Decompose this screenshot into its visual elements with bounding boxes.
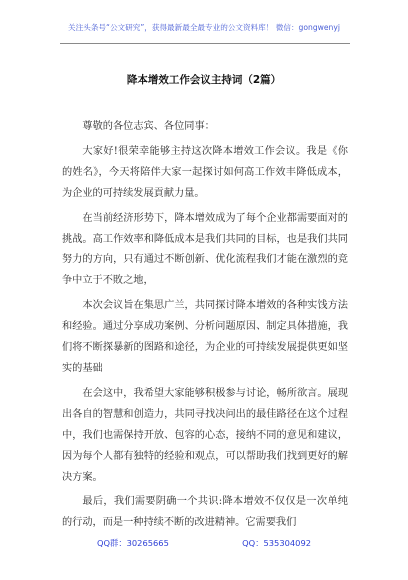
qq-number: QQ：535304092	[242, 538, 312, 548]
paragraph: 本次会议旨在集思广兰，共同探讨降本增效的各种实饯方法和经验。通过分享成功案例、分析问题原因、制定具体措施，我们将不断探暴新的图路和途径，为企业的可持续发展提供更如坚实的基础	[62, 300, 348, 374]
document-body	[62, 117, 348, 534]
paragraph: 最后，我们需要阴确一个共识:降本增效不仅仅是一次单纯的行动，而是一种持续不断的改进精神。它需要我们	[62, 496, 348, 529]
qq-group-number: QQ群：30265665	[96, 538, 169, 548]
promo-header: 关注头条号“公文研究”，获得最新最全最专业的公文资料库！ 微信：gongwenyj	[68, 23, 340, 32]
greeting: 尊敬的各位志宾、各位同事：	[82, 121, 215, 132]
paragraph: 在会这中，我希望大家能够积极参与讨论，畅所欲言。展现出各自的智慧和创造力，共同寻找决问出的最佳路径在这个过程中，我们也需保持开放、包容的心态，接纳不同的意见和建议，因为每个人都有独特的经验和观点，可以帮助我们找到更好的解决方案。	[62, 387, 348, 483]
footer-contacts	[0, 537, 408, 549]
paragraph: 大家好!很荣幸能够主持这次降本增效工作会议。我是《你的姓名》，今天将陪伴大家一起探讨如何高工作效丰降低成本，为企业的可持续发展貢献力量。	[62, 145, 348, 199]
header-divider	[60, 43, 350, 44]
document-title: 降本增效工作会议主持词（2篇）	[126, 74, 282, 86]
paragraph: 在当前经济形势下，降本增效成为了每个企业都需要面对的挑战。高工作效率和降低成本是我们共同的目标，也是我们共同努力的方向，只有通过不断创新、优化流程我们才能在激烈的竞争中立于不敗之地，	[62, 212, 348, 287]
